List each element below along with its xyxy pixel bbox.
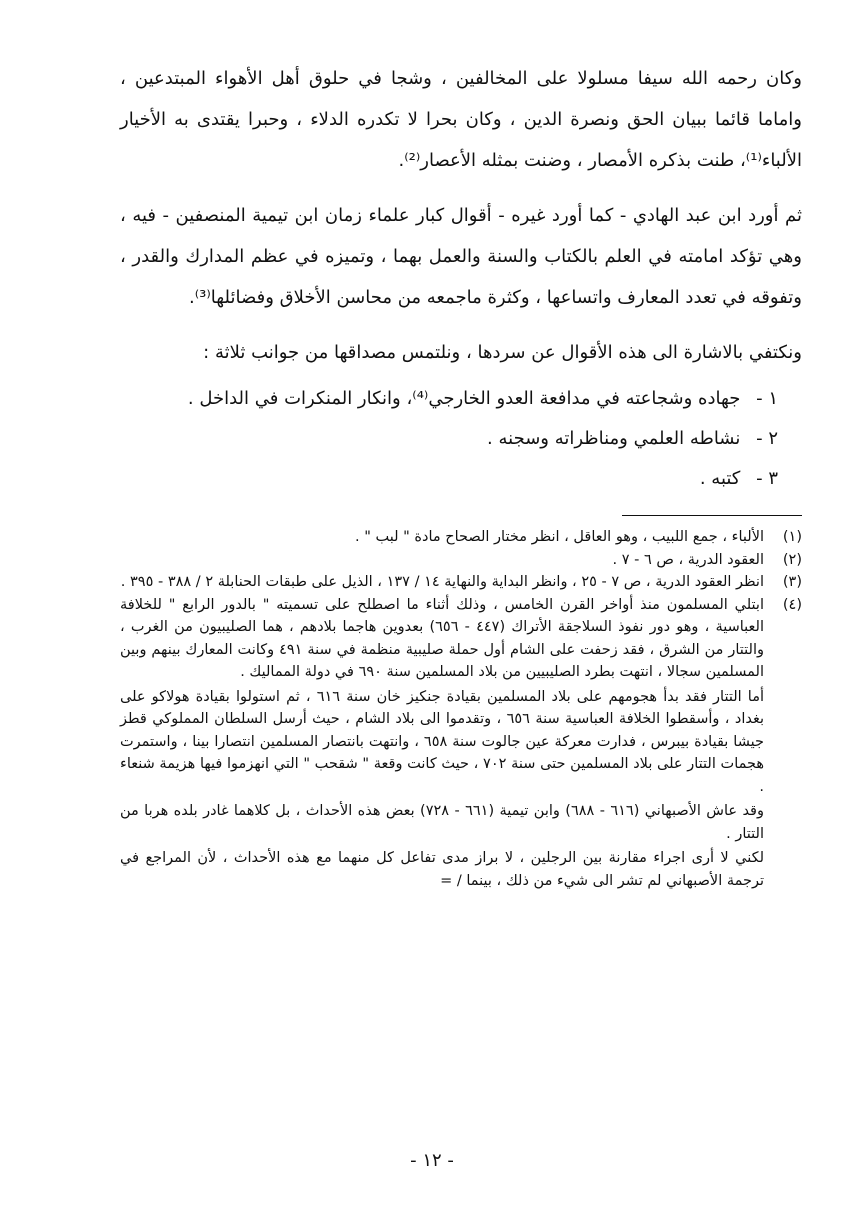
footnotes [120, 526, 802, 892]
footnote-text: انظر العقود الدرية ، ص ٧ - ٢٥ ، وانظر البداية والنهاية ١٤ / ١٣٧ ، الذيل على طبقات الحنابلة ٢ / ٣٨٨ - ٣٩٥ . [120, 574, 764, 590]
footnote-text: وقد عاش الأصبهاني (٦١٦ - ٦٨٨) وابن تيمية (٦٦١ - ٧٢٨) بعض هذه الأحداث ، بل كلاهما غادر بلده هربا من التتار . [120, 803, 764, 842]
footnote-number: (١) [782, 529, 802, 545]
footnote-text: لكني لا أرى اجراء مقارنة بين الرجلين ، لا براز مدى تفاعل كل منهما مع هذه الأحداث ، لأن المراجع في ترجمة الأصبهاني لم تشر الى شيء من ذلك ، بينما / = [120, 850, 764, 889]
list-item-number: ٢ - [756, 428, 778, 449]
footnote-separator [622, 515, 802, 516]
list-item-text: كتبه . [699, 468, 741, 489]
footnote-number: (٣) [782, 574, 802, 590]
list-item-number: ١ - [756, 388, 778, 409]
aspects-list [120, 379, 802, 499]
list-item-text: نشاطه العلمي ومناظراته وسجنه . [487, 428, 741, 449]
footnote [120, 549, 802, 572]
list-item-text: جهاده وشجاعته في مدافعة العدو الخارجي⁽⁴⁾، وانكار المنكرات في الداخل . [187, 388, 741, 409]
footnote-text: العقود الدرية ، ص ٦ - ٧ . [612, 551, 764, 568]
footnote-text: أما التتار فقد بدأ هجومهم على بلاد المسلمين بقيادة جنكيز خان سنة ٦١٦ ، ثم استولوا بقيادة هولاكو على بغداد ، وأسقطوا الخلافة العباسية سنة ٦٥٦ ، وتقدموا الى بلاد الشام ، حيث أرسل السلطان المملوكي قطز جيشا بقيادة بيبرس ، فدارت معركة عين جالوت سنة ٦٥٨ ، وانتهت بانتصار المسلمين انتصارا بينا ، واستمرت هجمات التتار على بلاد المسلمين حتى سنة ٧٠٢ ، حيث كانت وقعة " شقحب " التي انهزموا فيها هزيمة شنعاء . [120, 688, 765, 795]
footnote-number: (٤) [782, 596, 802, 613]
main-text [120, 58, 802, 499]
footnote-text: الألباء ، جمع اللبيب ، وهو العاقل ، انظر مختار الصحاح مادة " لبب " . [355, 529, 764, 545]
footnote [120, 594, 802, 893]
footnote-number: (٢) [782, 551, 802, 568]
body-paragraph: ثم أورد ابن عبد الهادي - كما أورد غيره - أقوال كبار علماء زمان ابن تيمية المنصفين - فيه ، وهي تؤكد امامته في العلم بالكتاب والسنة والعمل بهما ، وتميزه في عظم المدارك والقدر ، وتفوقه في تعدد المعارف واتساعها ، وكثرة ماجمعه من محاسن الأخلاق وفضائلها⁽³⁾. [120, 205, 802, 308]
page-number: - ١٢ - [410, 1150, 454, 1171]
body-paragraph: ونكتفي بالاشارة الى هذه الأقوال عن سردها ، ونلتمس مصداقها من جوانب ثلاثة : [203, 342, 802, 363]
list-item [120, 459, 802, 499]
footnote [120, 526, 802, 549]
body-paragraph: وكان رحمه الله سيفا مسلولا على المخالفين ، وشجا في حلوق أهل الأهواء المبتدعين ، واماما قائما ببيان الحق ونصرة الدين ، وكان بحرا لا تكدره الدلاء ، وحبرا يقتدى به الأخيار الألباء⁽¹⁾، طنت بذكره الأمصار ، وضنت بمثله الأعصار⁽²⁾. [120, 68, 802, 171]
list-item [120, 379, 802, 419]
footnote [120, 571, 802, 594]
list-item-number: ٣ - [756, 468, 778, 489]
footnote-text: ابتلي المسلمون منذ أواخر القرن الخامس ، وذلك أثناء ما اصطلح على تسميته " بالدور الرابع " للخلافة العباسية ، وهو دور نفوذ السلاجقة الأتراك (٤٤٧ - ٦٥٦) بعدوين هاجما بلادهم ، هما الصليبيون من الغرب ، والتتار من الشرق ، فقد زحفت على الشام أول حملة صليبية منظمة في سنة ٤٩١ وكانت المعارك بينهم وبين المسلمين سجالا ، انتهت بطرد الصليبيين من بلاد المسلمين سنة ٦٩٠ في دولة المماليك . [120, 596, 764, 680]
list-item [120, 419, 802, 459]
